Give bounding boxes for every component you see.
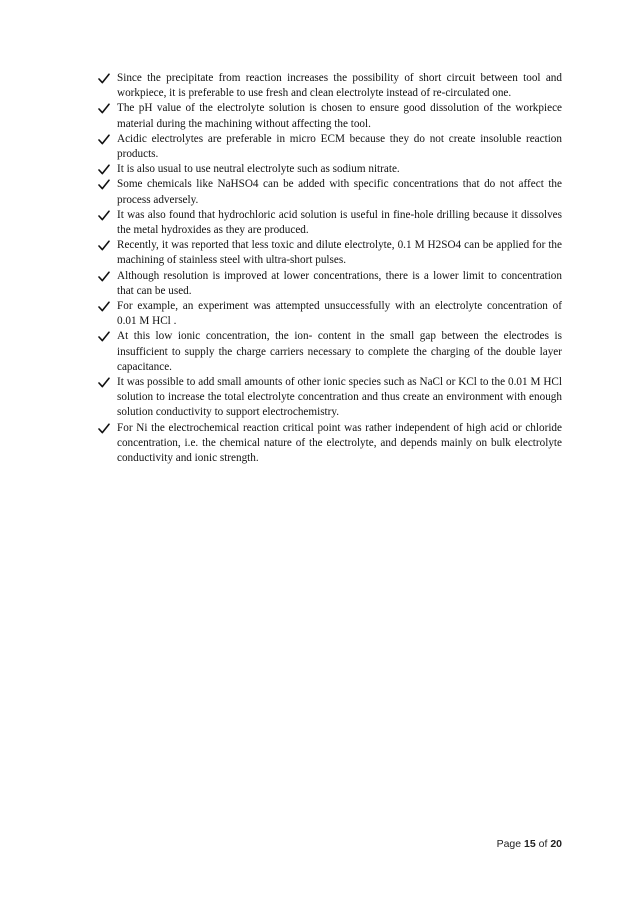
checkmark-icon (98, 134, 110, 145)
bullet-item (98, 132, 562, 162)
bullet-text: Recently, it was reported that less toxic and dilute electrolyte, 0.1 M H2SO4 can be applied for the machining of stainless steel with ultra-short pulses. (117, 239, 562, 267)
bullet-item (98, 299, 562, 329)
checkmark-icon (98, 423, 110, 434)
bullet-text: For Ni the electrochemical reaction critical point was rather independent of high acid or chloride concentration, i.e. the chemical nature of the electrolyte, and depends mainly on bulk electrolyte conductivity and ionic strength. (117, 421, 562, 465)
checkmark-icon (98, 103, 110, 114)
checkmark-icon (98, 164, 110, 175)
bullet-item (98, 269, 562, 299)
checkmark-icon (98, 73, 110, 84)
bullet-text: The pH value of the electrolyte solution is chosen to ensure good dissolution of the workpiece material during the machining without affecting the tool. (117, 102, 562, 130)
bullet-item (98, 329, 562, 375)
bullet-item (98, 71, 562, 101)
bullet-text: It was also found that hydrochloric acid solution is useful in fine-hole drilling because it dissolves the metal hydroxides as they are produced. (117, 208, 562, 237)
checkmark-icon (98, 331, 110, 342)
bullet-item (98, 208, 562, 238)
bullet-item (98, 375, 562, 421)
bullet-item (98, 101, 562, 131)
of-label: of (538, 838, 548, 850)
checkmark-icon (98, 271, 110, 282)
bullet-text: Acidic electrolytes are preferable in micro ECM because they do not create insoluble reaction products. (117, 132, 562, 161)
bullet-text: Although resolution is improved at lower concentrations, there is a lower limit to concentration that can be used. (117, 269, 562, 297)
bullet-item (98, 421, 562, 467)
bullet-text: Since the precipitate from reaction increases the possibility of short circuit between tool and workpiece, it is preferable to use fresh and clean electrolyte instead of re-circulated one. (117, 72, 562, 100)
checkmark-icon (98, 301, 110, 312)
page-label: Page (496, 838, 522, 850)
bullet-text: At this low ionic concentration, the ion- content in the small gap between the electrodes is insufficient to supply the charge carriers necessary to complete the charging of the double layer capacitance. (117, 330, 562, 373)
checkmark-icon (98, 210, 110, 221)
bullet-item (98, 162, 562, 177)
bullet-text: It was possible to add small amounts of other ionic species such as NaCl or KCl to the 0.01 M HCl solution to increase the total electrolyte concentration and thus create an environment with enough solution conductivity to support electrochemistry. (117, 376, 562, 419)
bullet-list (98, 71, 562, 466)
bullet-item (98, 238, 562, 268)
total-pages-number: 20 (550, 838, 562, 850)
bullet-text: Some chemicals like NaHSO4 can be added with specific concentrations that do not affect the process adversely. (117, 178, 562, 206)
checkmark-icon (98, 377, 110, 388)
checkmark-icon (98, 240, 110, 251)
page-footer (497, 838, 562, 850)
bullet-item (98, 177, 562, 207)
bullet-text: It is also usual to use neutral electrolyte such as sodium nitrate. (117, 163, 400, 176)
bullet-text: For example, an experiment was attempted unsuccessfully with an electrolyte concentration of 0.01 M HCl . (117, 300, 562, 328)
current-page-number: 15 (524, 838, 536, 850)
checkmark-icon (98, 179, 110, 190)
